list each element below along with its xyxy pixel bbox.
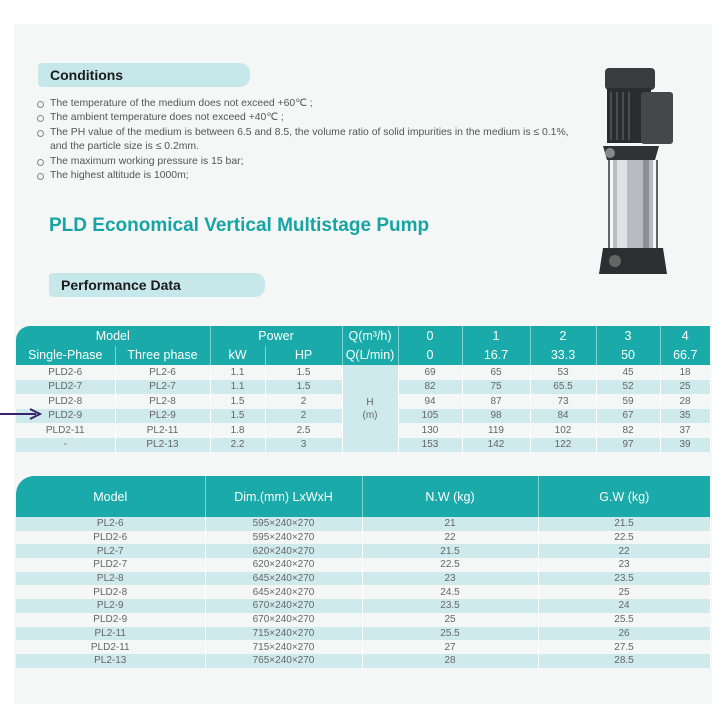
header-cell: 33.3	[530, 346, 596, 366]
table-cell: 25	[660, 380, 710, 395]
table-cell: 1.8	[210, 423, 265, 438]
table-cell: 620×240×270	[205, 544, 362, 558]
table-cell: 69	[398, 365, 462, 380]
table-cell: 25	[362, 613, 538, 627]
table-cell: 94	[398, 394, 462, 409]
table-cell: PL2-13	[16, 654, 205, 668]
table-cell: 27	[362, 640, 538, 654]
table-cell: 2	[265, 394, 342, 409]
table-cell: 65	[462, 365, 530, 380]
table-cell: -	[16, 438, 115, 453]
table-row	[16, 544, 710, 558]
page-title: PLD Economical Vertical Multistage Pump	[49, 215, 430, 236]
table-row	[16, 585, 710, 599]
table-row	[16, 517, 710, 531]
header-flow-m3h: Q(m³/h)	[342, 326, 398, 346]
table-cell: 22	[362, 531, 538, 545]
header-row-2	[16, 346, 710, 366]
table-cell: 142	[462, 438, 530, 453]
table-cell: PLD2-7	[16, 558, 205, 572]
table-cell: 28	[362, 654, 538, 668]
table-cell: 620×240×270	[205, 558, 362, 572]
condition-item: The temperature of the medium does not exceed +60℃ ;	[36, 97, 569, 111]
table-cell: PLD2-9	[16, 409, 115, 424]
table-cell: 37	[660, 423, 710, 438]
table-cell: PL2-6	[16, 517, 205, 531]
table-row	[16, 627, 710, 641]
performance-heading: Performance Data	[49, 273, 265, 297]
condition-item: The ambient temperature does not exceed +40℃ ;	[36, 111, 569, 125]
table-cell: PL2-9	[16, 599, 205, 613]
table-cell: 25.5	[362, 627, 538, 641]
table-cell: 130	[398, 423, 462, 438]
table-cell: 22.5	[538, 531, 710, 545]
head-label: H	[366, 396, 374, 408]
table-cell: 75	[462, 380, 530, 395]
table-cell: 1.5	[210, 394, 265, 409]
header-cell: HP	[265, 346, 342, 366]
table-cell: 26	[538, 627, 710, 641]
table-cell: 25	[538, 585, 710, 599]
table-row	[16, 365, 710, 380]
table-cell: 1.5	[265, 380, 342, 395]
dimensions-header-row	[16, 476, 710, 517]
table-cell: 24	[538, 599, 710, 613]
conditions-list	[36, 97, 569, 183]
header-cell: Three phase	[115, 346, 210, 366]
header-flow: 0	[398, 326, 462, 346]
header-cell: Q(L/min)	[342, 346, 398, 366]
table-cell: PL2-7	[16, 544, 205, 558]
table-cell: 670×240×270	[205, 599, 362, 613]
table-cell: 39	[660, 438, 710, 453]
table-row	[16, 640, 710, 654]
header-cell: Model	[16, 476, 205, 517]
table-cell: 765×240×270	[205, 654, 362, 668]
table-cell: 73	[530, 394, 596, 409]
table-cell: 53	[530, 365, 596, 380]
condition-item-continuation: and the particle size is ≤ 0.2mm.	[50, 141, 199, 153]
header-model: Model	[16, 326, 210, 346]
header-flow: 3	[596, 326, 660, 346]
table-cell: 645×240×270	[205, 585, 362, 599]
table-cell: 18	[660, 365, 710, 380]
table-cell: 1.1	[210, 365, 265, 380]
table-cell: 67	[596, 409, 660, 424]
header-flow: 1	[462, 326, 530, 346]
table-cell: 27.5	[538, 640, 710, 654]
table-row	[16, 558, 710, 572]
table-cell: 23	[538, 558, 710, 572]
table-row	[16, 531, 710, 545]
table-cell: 21	[362, 517, 538, 531]
table-cell: 52	[596, 380, 660, 395]
table-cell: 715×240×270	[205, 627, 362, 641]
table-cell: PL2-8	[16, 572, 205, 586]
table-cell: 59	[596, 394, 660, 409]
header-cell: G.W (kg)	[538, 476, 710, 517]
table-cell: 22	[538, 544, 710, 558]
pump-image	[595, 68, 685, 278]
header-cell: 0	[398, 346, 462, 366]
table-cell: PL2-9	[115, 409, 210, 424]
table-cell: PL2-13	[115, 438, 210, 453]
table-cell: 715×240×270	[205, 640, 362, 654]
header-cell: 16.7	[462, 346, 530, 366]
table-cell: 1.5	[210, 409, 265, 424]
header-cell: Single-Phase	[16, 346, 115, 366]
table-cell: 23.5	[538, 572, 710, 586]
table-cell: 21.5	[362, 544, 538, 558]
table-cell: 65.5	[530, 380, 596, 395]
table-cell: PLD2-11	[16, 640, 205, 654]
table-cell: 153	[398, 438, 462, 453]
table-cell: 25.5	[538, 613, 710, 627]
table-row	[16, 654, 710, 668]
table-cell: 23	[362, 572, 538, 586]
table-cell: 84	[530, 409, 596, 424]
head-unit: (m)	[362, 409, 378, 421]
table-cell: 87	[462, 394, 530, 409]
table-cell: 24.5	[362, 585, 538, 599]
table-cell: 82	[596, 423, 660, 438]
header-row-1	[16, 326, 710, 346]
table-row	[16, 599, 710, 613]
table-row	[16, 572, 710, 586]
header-power: Power	[210, 326, 342, 346]
table-cell: PLD2-6	[16, 531, 205, 545]
condition-item: The PH value of the medium is between 6.5 and 8.5, the volume ratio of solid impurities in the medium is ≤ 0.1%,	[36, 126, 569, 140]
table-cell: PLD2-9	[16, 613, 205, 627]
table-cell: 23.5	[362, 599, 538, 613]
condition-item: The maximum working pressure is 15 bar;	[36, 155, 569, 169]
conditions-heading: Conditions	[38, 63, 250, 87]
table-cell: 21.5	[538, 517, 710, 531]
header-cell: Dim.(mm) LxWxH	[205, 476, 362, 517]
table-cell: 645×240×270	[205, 572, 362, 586]
table-cell: PL2-6	[115, 365, 210, 380]
table-cell: 105	[398, 409, 462, 424]
table-row	[16, 613, 710, 627]
header-cell: 50	[596, 346, 660, 366]
table-cell: 98	[462, 409, 530, 424]
table-cell: 119	[462, 423, 530, 438]
table-cell: PL2-11	[115, 423, 210, 438]
table-cell: 28	[660, 394, 710, 409]
table-cell: PLD2-6	[16, 365, 115, 380]
header-cell: kW	[210, 346, 265, 366]
header-cell: N.W (kg)	[362, 476, 538, 517]
table-cell: 82	[398, 380, 462, 395]
table-cell: 595×240×270	[205, 517, 362, 531]
table-cell: 3	[265, 438, 342, 453]
dimensions-table	[16, 476, 711, 668]
performance-table	[16, 326, 711, 452]
table-cell: PLD2-8	[16, 585, 205, 599]
table-cell: PLD2-11	[16, 423, 115, 438]
table-cell: 2.5	[265, 423, 342, 438]
table-cell: 28.5	[538, 654, 710, 668]
table-cell: 35	[660, 409, 710, 424]
header-flow: 4	[660, 326, 710, 346]
table-cell: PL2-11	[16, 627, 205, 641]
table-cell: 2.2	[210, 438, 265, 453]
table-cell: PL2-7	[115, 380, 210, 395]
table-cell: 22.5	[362, 558, 538, 572]
arrow-indicator-icon	[0, 408, 42, 420]
header-flow: 2	[530, 326, 596, 346]
table-cell: 1.5	[265, 365, 342, 380]
table-cell: PLD2-8	[16, 394, 115, 409]
header-cell: 66.7	[660, 346, 710, 366]
condition-item: The highest altitude is 1000m;	[36, 169, 569, 183]
table-cell: 122	[530, 438, 596, 453]
table-cell: 670×240×270	[205, 613, 362, 627]
table-cell: 45	[596, 365, 660, 380]
table-cell: 2	[265, 409, 342, 424]
table-cell: 97	[596, 438, 660, 453]
table-cell: 102	[530, 423, 596, 438]
table-cell: 595×240×270	[205, 531, 362, 545]
head-unit-cell	[342, 365, 398, 452]
table-cell: 1.1	[210, 380, 265, 395]
table-cell: PL2-8	[115, 394, 210, 409]
table-cell: PLD2-7	[16, 380, 115, 395]
